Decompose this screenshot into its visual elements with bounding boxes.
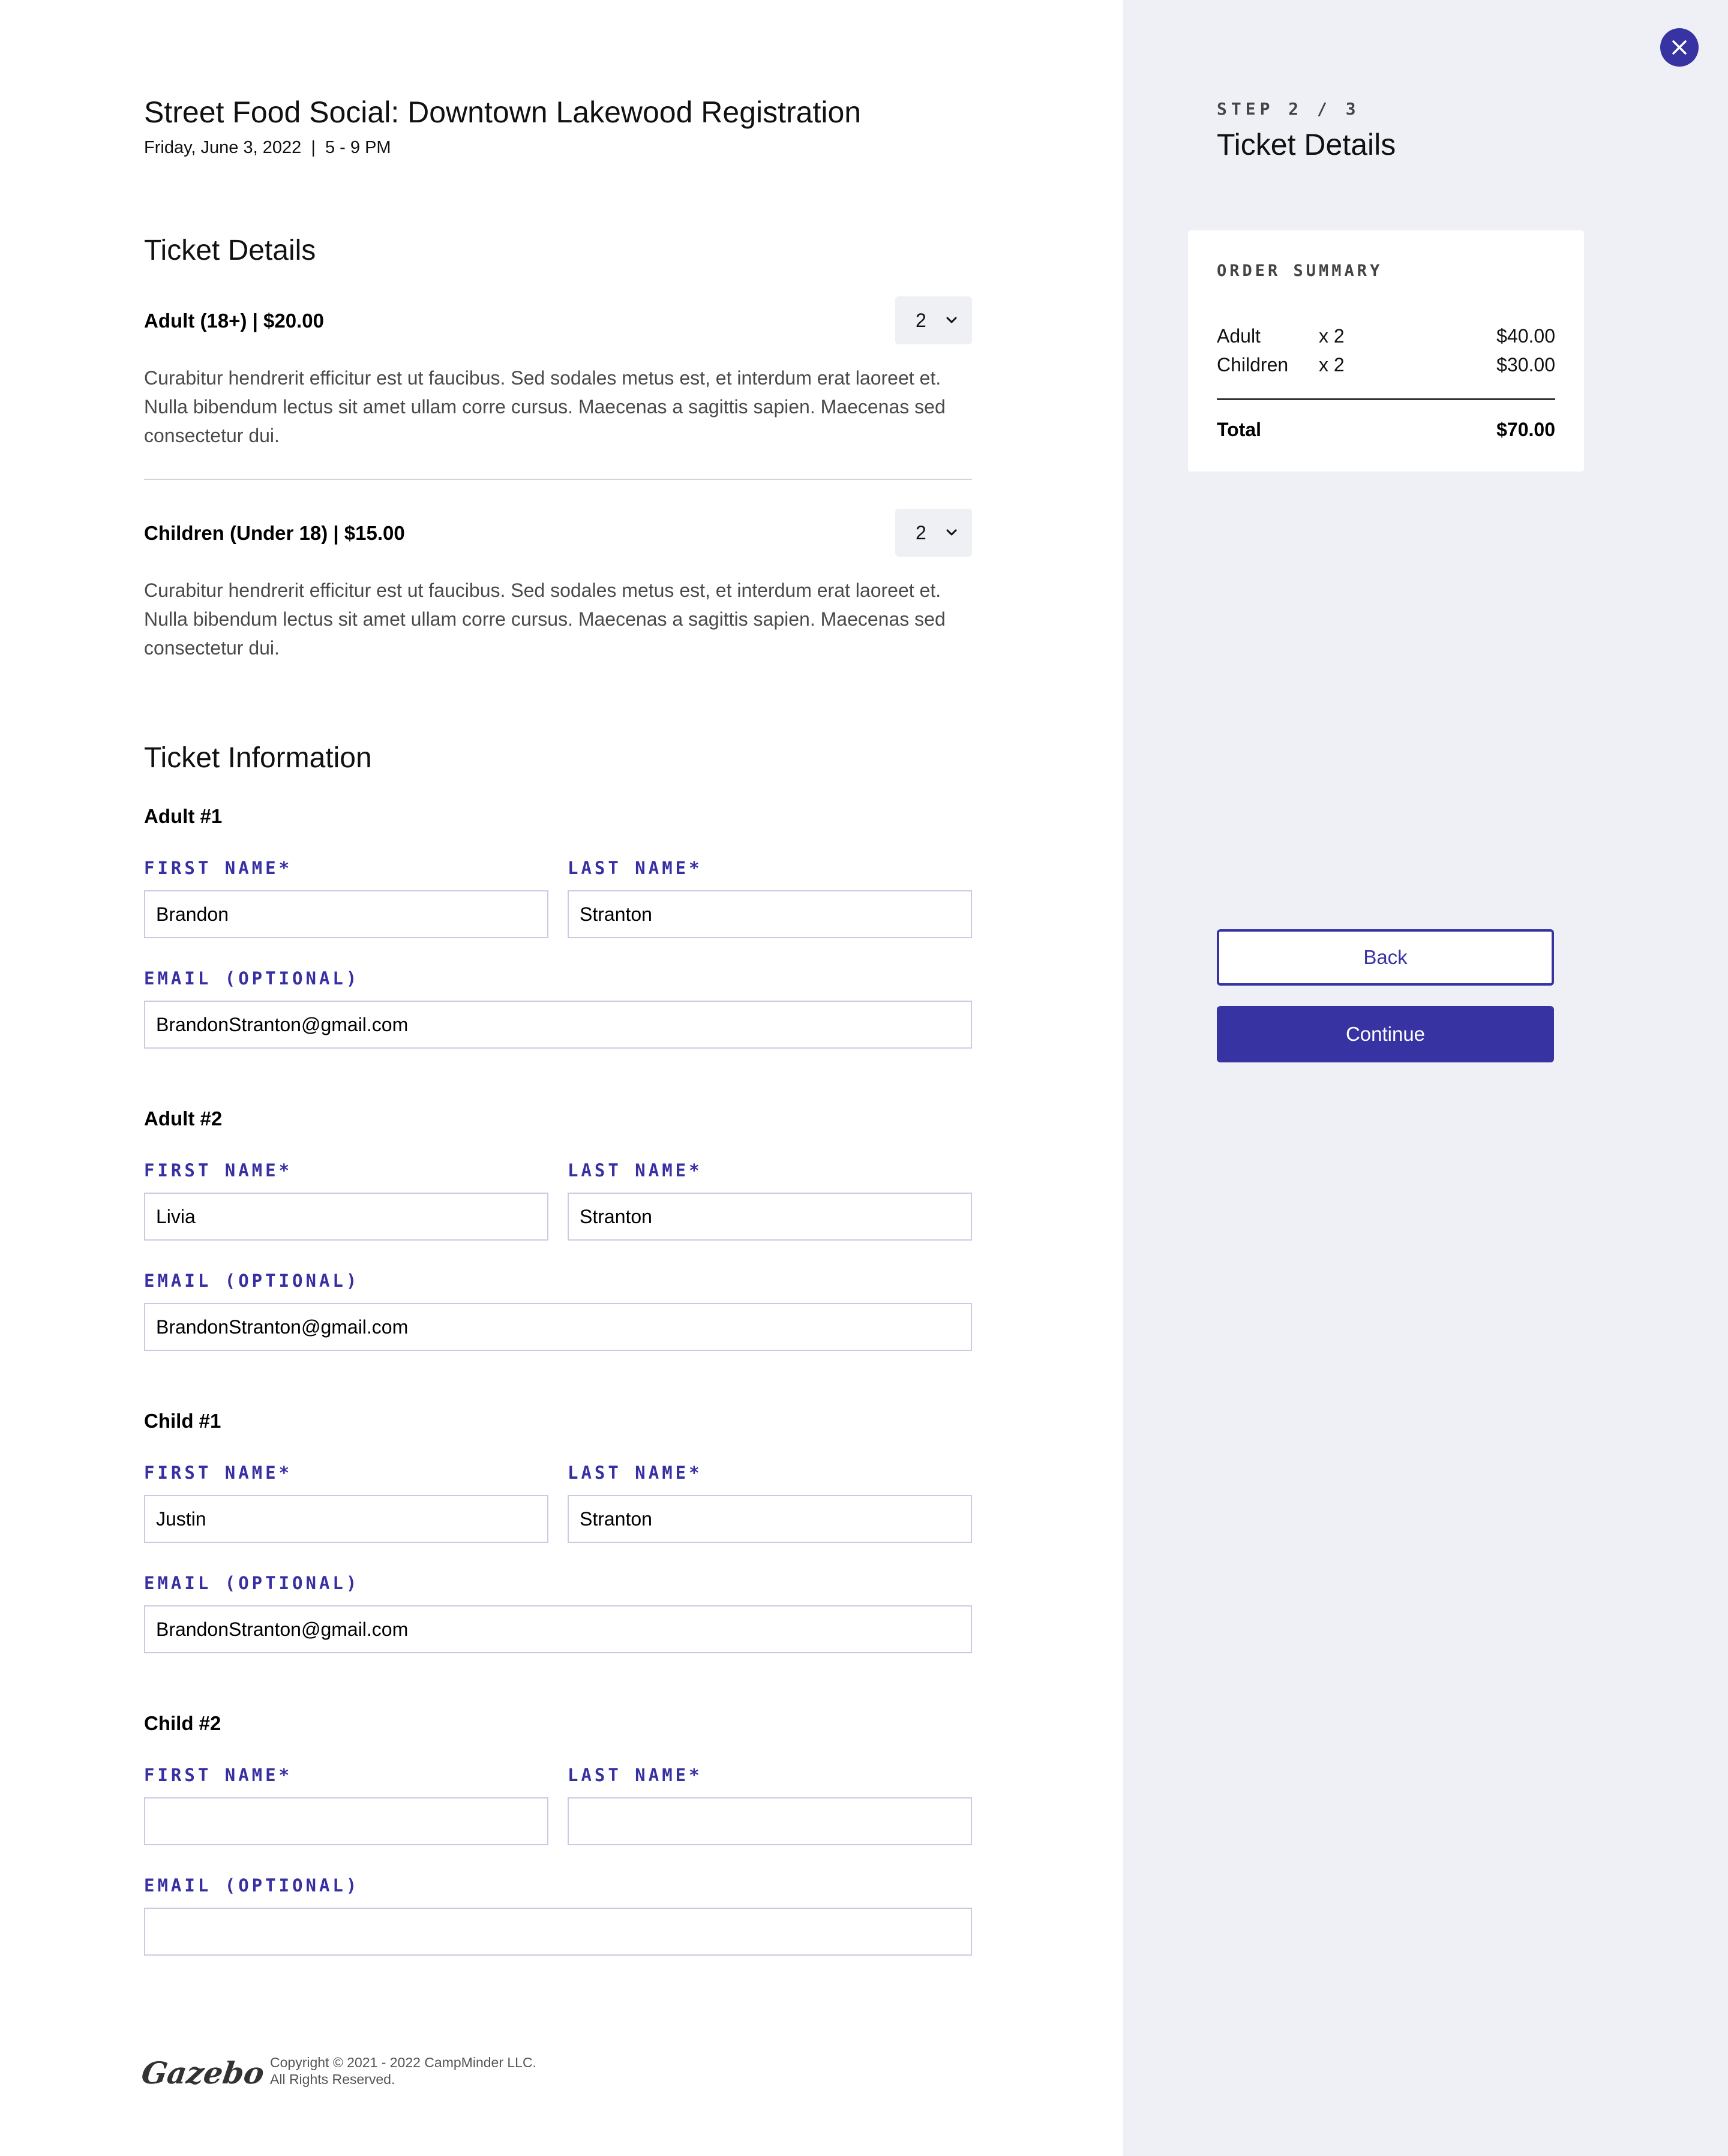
email-label: EMAIL (OPTIONAL) [144, 968, 360, 989]
total-amount: $70.00 [1496, 419, 1555, 440]
first-name-field[interactable] [144, 1495, 548, 1543]
last-name-label: LAST NAME* [568, 1463, 703, 1483]
back-button[interactable]: Back [1217, 929, 1554, 986]
first-name-label: FIRST NAME* [144, 1463, 293, 1483]
email-field[interactable] [144, 1605, 972, 1653]
summary-item-qty: x 2 [1319, 325, 1345, 347]
event-title: Street Food Social: Downtown Lakewood Registration [144, 95, 862, 129]
first-name-field[interactable] [144, 1797, 548, 1845]
email-field[interactable] [144, 1001, 972, 1049]
summary-divider [1217, 398, 1555, 400]
children-quantity-value: 2 [916, 521, 926, 543]
summary-item-name: Children [1217, 354, 1289, 376]
adult-quantity-value: 2 [916, 309, 926, 331]
email-field[interactable] [144, 1908, 972, 1956]
step-title: Ticket Details [1217, 128, 1396, 161]
last-name-label: LAST NAME* [568, 858, 703, 878]
summary-row-adult [1217, 325, 1555, 349]
last-name-field[interactable] [568, 1495, 972, 1543]
first-name-field[interactable] [144, 890, 548, 938]
summary-total-row [1217, 419, 1555, 443]
order-summary-card [1188, 230, 1584, 472]
last-name-field[interactable] [568, 890, 972, 938]
adult-quantity-select[interactable] [895, 296, 972, 344]
summary-row-children [1217, 354, 1555, 378]
attendee-heading: Adult #2 [144, 1107, 223, 1130]
attendee-heading: Adult #1 [144, 805, 223, 827]
svg-text:Gazebo: Gazebo [139, 2055, 266, 2091]
step-indicator: STEP 2 / 3 [1217, 99, 1360, 119]
email-label: EMAIL (OPTIONAL) [144, 1573, 360, 1593]
ticket-children-description: Curabitur hendrerit efficitur est ut faucibus. Sed sodales metus est, et interdum erat laoreet et. Nulla bibendum lectus sit amet ullam corre cursus. Maecenas a sagittis sapien. Maecenas sed consectetur dui. [144, 579, 946, 659]
attendee-heading: Child #2 [144, 1712, 221, 1734]
email-label: EMAIL (OPTIONAL) [144, 1875, 360, 1896]
first-name-field[interactable] [144, 1193, 548, 1241]
continue-button[interactable]: Continue [1217, 1006, 1554, 1062]
chevron-down-icon [944, 313, 959, 328]
ticket-adult-description: Curabitur hendrerit efficitur est ut faucibus. Sed sodales metus est, et interdum erat laoreet et. Nulla bibendum lectus sit amet ullam corre cursus. Maecenas a sagittis sapien. Maecenas sed consectetur dui. [144, 367, 946, 446]
ticket-details-heading: Ticket Details [144, 235, 316, 266]
total-label: Total [1217, 419, 1262, 440]
first-name-label: FIRST NAME* [144, 1160, 293, 1181]
last-name-field[interactable] [568, 1797, 972, 1845]
summary-item-amount: $40.00 [1496, 325, 1555, 347]
last-name-label: LAST NAME* [568, 1160, 703, 1181]
rights-line: All Rights Reserved. [270, 2071, 395, 2087]
event-date: Friday, June 3, 2022 | 5 - 9 PM [144, 138, 391, 157]
first-name-label: FIRST NAME* [144, 858, 293, 878]
attendee-heading: Child #1 [144, 1410, 221, 1432]
first-name-label: FIRST NAME* [144, 1765, 293, 1785]
copyright-line: Copyright © 2021 - 2022 CampMinder LLC. [270, 2055, 536, 2070]
ticket-information-heading: Ticket Information [144, 742, 372, 774]
email-field[interactable] [144, 1303, 972, 1351]
summary-item-name: Adult [1217, 325, 1261, 347]
close-icon [1670, 38, 1688, 56]
children-quantity-select[interactable] [895, 509, 972, 557]
email-label: EMAIL (OPTIONAL) [144, 1271, 360, 1291]
copyright-text [270, 2054, 536, 2088]
last-name-field[interactable] [568, 1193, 972, 1241]
ticket-adult-name: Adult (18+) | $20.00 [144, 310, 324, 332]
summary-item-qty: x 2 [1319, 354, 1345, 376]
gazebo-logo [139, 2049, 266, 2097]
close-button[interactable] [1660, 28, 1699, 67]
ticket-divider [144, 479, 972, 480]
summary-item-amount: $30.00 [1496, 354, 1555, 376]
order-summary-label: ORDER SUMMARY [1217, 262, 1383, 280]
ticket-children-name: Children (Under 18) | $15.00 [144, 522, 405, 544]
last-name-label: LAST NAME* [568, 1765, 703, 1785]
chevron-down-icon [944, 526, 959, 540]
